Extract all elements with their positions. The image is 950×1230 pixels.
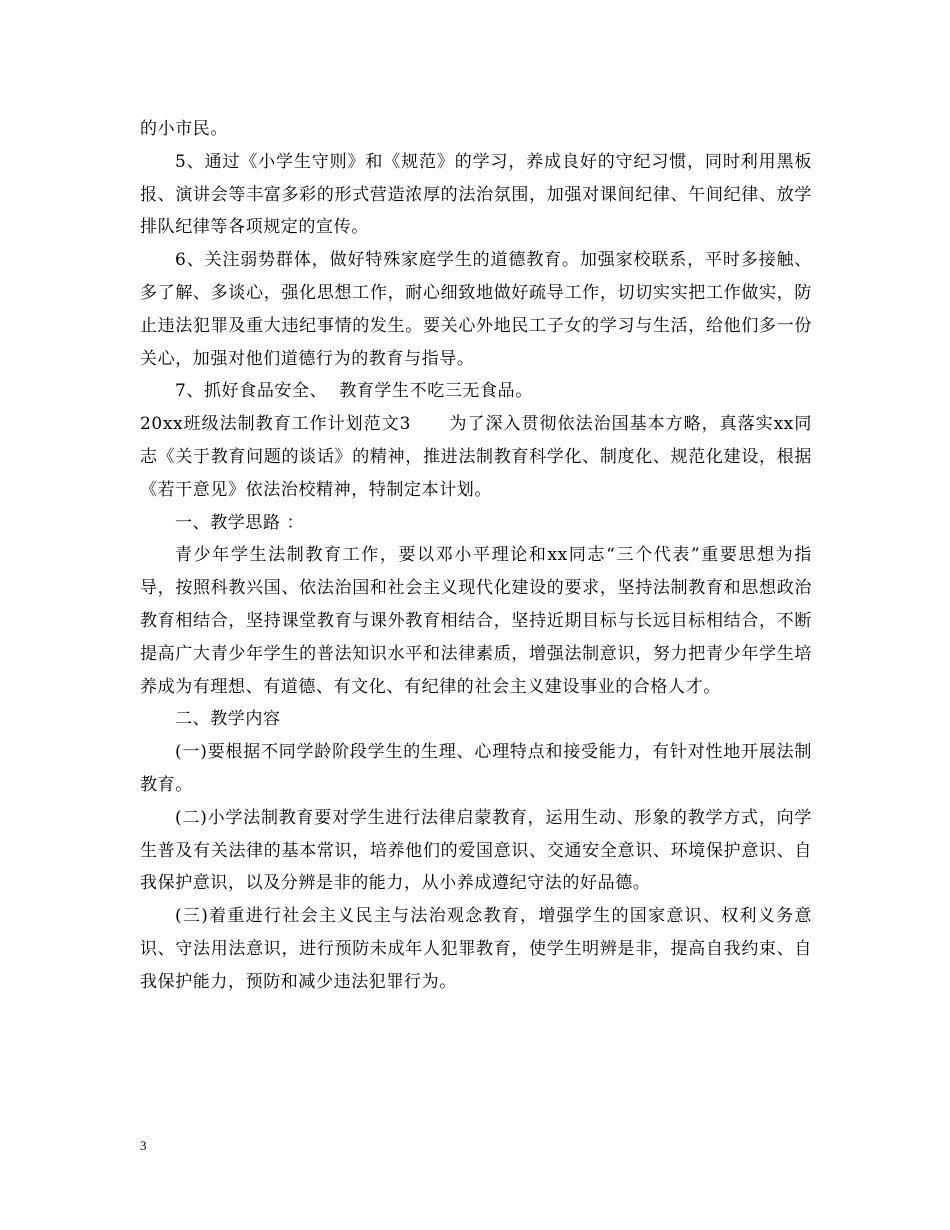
paragraph-0: 的小市民。 <box>140 119 228 139</box>
paragraph-2: 6、关注弱势群体，做好特殊家庭学生的道德教育。加强家校联系，平时多接触、多了解、多谈心，强化思想工作，耐心细致地做好疏导工作，切切实实把工作做实，防止违法犯罪及重大违纪事情的发生。要关心外地民工子女的学习与生活，给他们多一份关心，加强对他们道德行为的教育与指导。 <box>140 250 812 369</box>
paragraph-8: (一)要根据不同学龄阶段学生的生理、心理特点和接受能力，有针对性地开展法制教育。 <box>140 742 812 795</box>
section-heading-teaching-content: 二、教学内容 <box>175 709 281 730</box>
paragraph-4: 20xx班级法制教育工作计划范文3 为了深入贯彻依法治国基本方略，真落实xx同志《关于教育问题的谈话》的精神，推进法制教育科学化、制度化、规范化建设，根据《若干意见》依法治校精神，特制定本计划。 <box>140 414 812 500</box>
paragraph-10: (三)着重进行社会主义民主与法治观念教育，增强学生的国家意识、权利义务意识、守法用法意识，进行预防未成年人犯罪教育，使学生明辨是非，提高自我约束、自我保护能力，预防和减少违法犯罪行为。 <box>140 906 812 992</box>
page-number: 3 <box>140 1138 147 1153</box>
document-body <box>140 113 812 999</box>
paragraph-9: (二)小学法制教育要对学生进行法律启蒙教育，运用生动、形象的教学方式，向学生普及有关法律的基本常识，培养他们的爱国意识、交通安全意识、环境保护意识、自我保护意识，以及分辨是非的能力，从小养成遵纪守法的好品德。 <box>140 807 812 894</box>
paragraph-6: 青少年学生法制教育工作，要以邓小平理论和xx同志“三个代表”重要思想为指导，按照科教兴国、依法治国和社会主义现代化建设的要求，坚持法制教育和思想政治教育相结合，坚持课堂教育与课外教育相结合，坚持近期目标与长远目标相结合，不断提高广大青少年学生的普法知识水平和法律素质，增强法制意识，努力把青少年学生培养成为有理想、有道德、有文化、有纪律的社会主义建设事业的合格人才。 <box>140 545 812 697</box>
paragraph-3: 7、抓好食品安全、 教育学生不吃三无食品。 <box>175 381 533 402</box>
paragraph-1: 5、通过《小学生守则》和《规范》的学习，养成良好的守纪习惯，同时利用黑板报、演讲会等丰富多彩的形式营造浓厚的法治氛围，加强对课间纪律、午间纪律、放学排队纪律等各项规定的宣传。 <box>140 151 812 238</box>
section-heading-teaching-approach: 一、教学思路 ： <box>175 512 305 533</box>
